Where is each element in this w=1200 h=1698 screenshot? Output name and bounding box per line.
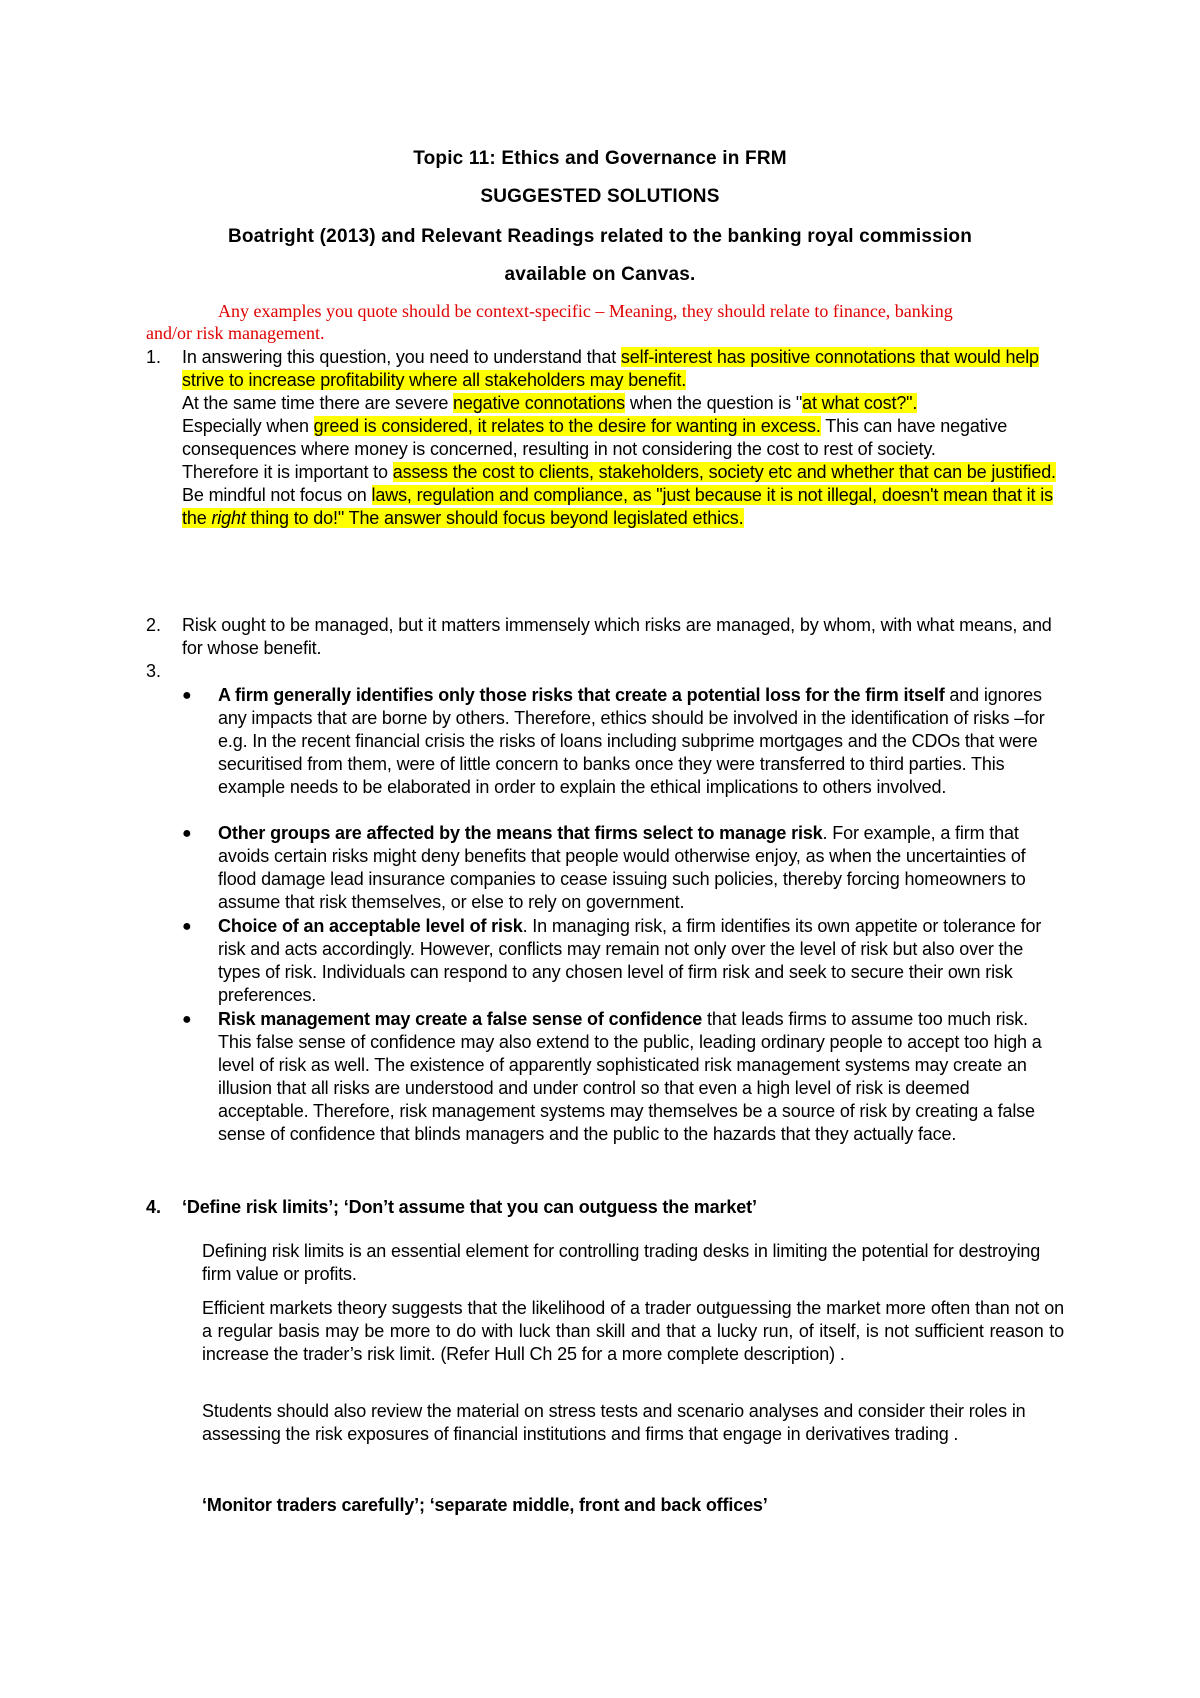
q1-paragraph-4: Therefore it is important to assess the cost to clients, stakeholders, society etc and whether that can be justified. [182,462,1056,482]
q4-heading-2: ‘Monitor traders carefully’; ‘separate middle, front and back offices’ [202,1495,768,1515]
q1-highlight-assess: assess the cost to clients, stakeholders, society etc and whether that can be justified. [392,462,1056,482]
q1-highlight-negative: negative connotations [453,393,626,413]
q3-bullet-2: Other groups are affected by the means that firms select to manage risk. For example, a firm that avoids certain risks might deny benefits that people would otherwise enjoy, as when the uncertainties of flood damage lead insurance companies to cease issuing such policies, thereby forcing homeowners to assume that risk themselves, or else to rely on government. [218,823,1026,912]
page-subtitle: SUGGESTED SOLUTIONS [480,186,720,207]
q1-paragraph-3: Especially when greed is considered, it relates to the desire for wanting in excess. This can have negative consequences where money is concerned, resulting in not considering the cost to rest of society. [182,416,1008,459]
q1-paragraph-1: In answering this question, you need to understand that self-interest has positive connotations that would help strive to increase profitability where all stakeholders may benefit. [182,347,1039,390]
note-line-1: Any examples you quote should be context-specific – Meaning, they should relate to finance, banking [218,301,953,321]
q1-highlight-laws: laws, regulation and compliance, as "just because it is not illegal, doesn't mean that it is the right thing to do!" The answer should focus beyond legislated ethics. [182,485,1053,528]
readings-line-1: Boatright (2013) and Relevant Readings related to the banking royal commission [227,226,973,247]
q3-number: 3. [146,661,162,681]
q2-answer: Risk ought to be managed, but it matters immensely which risks are managed, by whom, with what means, and for whose benefit. [182,615,1052,658]
q4-paragraph-3: Students should also review the material on stress tests and scenario analyses and consider their roles in assessing the risk exposures of financial institutions and firms that engage in derivatives trading . [202,1401,1026,1444]
bullet-icon: ● [182,1011,192,1028]
page-title: Topic 11: Ethics and Governance in FRM [413,148,787,169]
bullet-icon: ● [182,825,192,842]
q3-bullet-4: Risk management may create a false sense of confidence that leads firms to assume too much risk. This false sense of confidence may also extend to the public, leading ordinary people to accept too high a level of risk as well. The existence of apparently sophisticated risk management systems may create an illusion that all risks are understood and under control so that even a high level of risk is deemed acceptable. Therefore, risk management systems may themselves be a source of risk by creating a false sense of confidence that blinds managers and the public to the hazards that they actually face. [218,1009,1042,1144]
q3-bullet-1: A firm generally identifies only those risks that create a potential loss for the firm itself and ignores any impacts that are borne by others. Therefore, ethics should be involved in the identification of risks –for e.g. In the recent financial crisis the risks of loans including subprime mortgages and the CDOs that were securitised from them, were of little concern to banks once they were transferred to third parties. This example needs to be elaborated in order to explain the ethical implications to others involved. [218,685,1045,797]
q4-number: 4. [146,1197,162,1217]
readings-line-2: available on Canvas. [504,264,696,285]
q1-highlight-greed: greed is considered, it relates to the desire for wanting in excess. [313,416,821,436]
bullet-icon: ● [182,687,192,704]
q1-highlight-self-interest: self-interest has positive connotations that would help strive to increase profitability where all stakeholders may benefit. [182,347,1039,390]
q1-paragraph-2: At the same time there are severe negative connotations when the question is "at what cost?". [182,393,918,413]
q1-highlight-cost: at what cost?". [802,393,918,413]
q1-paragraph-5: Be mindful not focus on laws, regulation and compliance, as "just because it is not illegal, doesn't mean that it is the right thing to do!" The answer should focus beyond legislated ethics. [182,485,1053,528]
q4-heading: ‘Define risk limits’; ‘Don’t assume that you can outguess the market’ [182,1197,757,1217]
q1-number: 1. [146,347,162,367]
q4-paragraph-2: Efficient markets theory suggests that the likelihood of a trader outguessing the market more often than not on a regular basis may be more to do with luck than skill and that a lucky run, of itself, is not sufficient reason to increase the trader’s risk limit. (Refer Hull Ch 25 for a more complete description) . [202,1298,1064,1364]
q3-bullet-3: Choice of an acceptable level of risk. In managing risk, a firm identifies its own appetite or tolerance for risk and acts accordingly. However, conflicts may remain not only over the level of risk but also over the types of risk. Individuals can respond to any chosen level of firm risk and seek to secure their own risk preferences. [218,916,1042,1005]
q4-paragraph-1: Defining risk limits is an essential element for controlling trading desks in limiting the potential for destroying firm value or profits. [202,1241,1041,1284]
q2-number: 2. [146,615,162,635]
bullet-icon: ● [182,918,192,935]
q1-answer [182,346,1062,530]
note-line-2: and/or risk management. [146,323,325,343]
